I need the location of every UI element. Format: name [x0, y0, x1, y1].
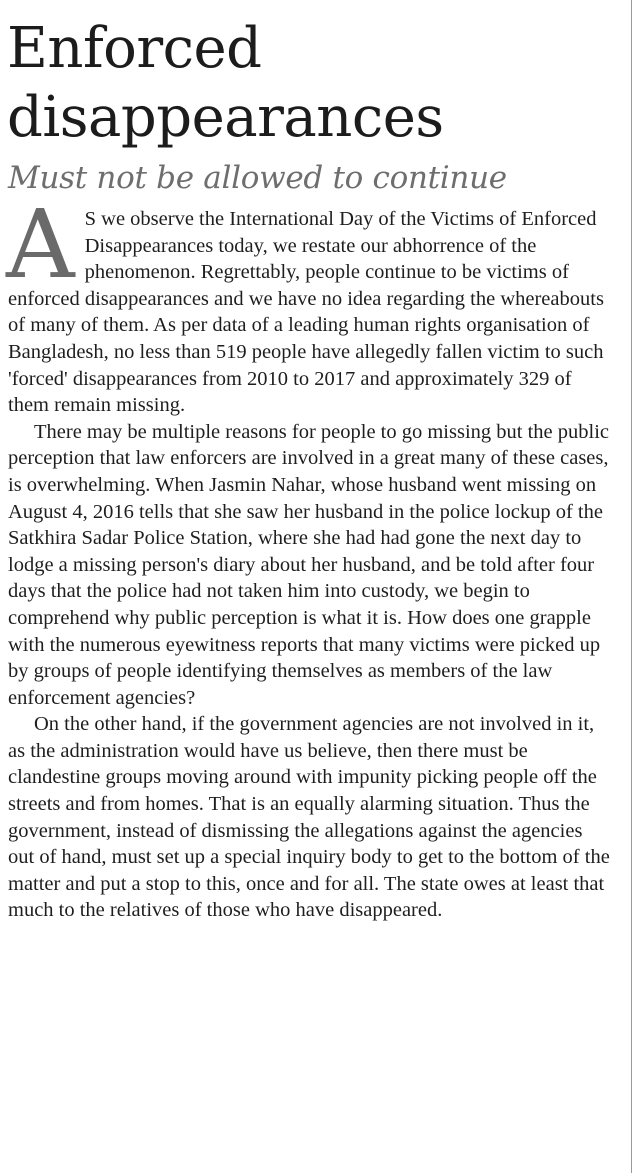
paragraph-1-text: S we observe the International Day of the Victims of Enforced Disappearances today, we restate our abhorrence of the phenomenon. Regrettably, people continue to be victims of enforced disappearances and we have no idea regarding the whereabouts of many of them. As per data of a leading human rights organisation of Bangladesh, no less than 519 people have allegedly fallen victim to such 'forced' disappearances from 2010 to 2017 and approximately 329 of them remain missing.: [8, 208, 604, 417]
paragraph-1: [6, 190, 612, 419]
article-body: [6, 190, 612, 924]
column-rule: [631, 0, 632, 1173]
headline-line-1: Enforced: [7, 16, 262, 81]
headline: [7, 14, 617, 152]
paragraph-2: There may be multiple reasons for people to go missing but the public perception that law enforcers are involved in a great many of these cases, is overwhelming. When Jasmin Nahar, whose husband went missing on August 4, 2016 tells that she saw her husband in the police lockup of the Satkhira Sadar Police Station, where she had had gone the next day to lodge a missing person's diary about her husband, and be told after four days that the police had not taken him into custody, we begin to comprehend why public perception is what it is. How does one grapple with the numerous eyewitness reports that many victims were picked up by groups of people identifying themselves as members of the law enforcement agencies?: [8, 420, 610, 709]
headline-line-2: disappearances: [7, 85, 444, 150]
subheadline: Must not be allowed to continue: [8, 160, 507, 196]
paragraph-3: On the other hand, if the government agencies are not involved in it, as the administration would have us believe, then there must be clandestine groups moving around with impunity picking people off the streets and from homes. That is an equally alarming situation. Thus the government, instead of dismissing the allegations against the agencies out of hand, must set up a special inquiry body to get to the bottom of the matter and put a stop to this, once and for all. The state owes at least that much to the relatives of those who have disappeared.: [8, 713, 610, 922]
drop-cap: A: [6, 190, 75, 300]
